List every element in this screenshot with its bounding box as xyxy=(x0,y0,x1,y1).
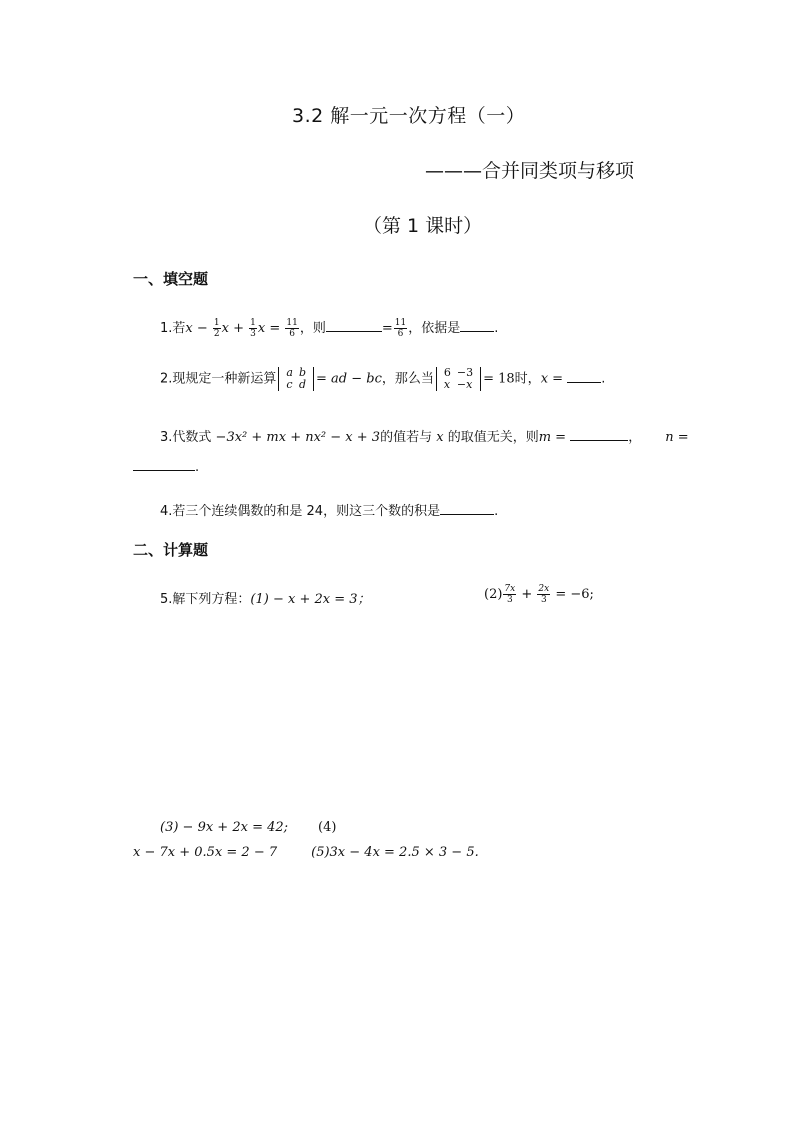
q5-part-4-label: (4) xyxy=(318,820,337,835)
q3-separator: ， xyxy=(628,430,642,445)
q1-basis: ，依据是 xyxy=(408,321,461,336)
q1-answer-blank-1[interactable] xyxy=(326,319,382,332)
q2-period: . xyxy=(601,371,606,387)
q2-determinant-values: 6 −3 x −x xyxy=(436,367,481,391)
document-title: 3.2 解一元一次方程（一） xyxy=(292,105,526,127)
document-subtitle: ———合并同类项与移项 xyxy=(425,160,635,182)
q1-answer-blank-2[interactable] xyxy=(460,319,494,332)
question-3 xyxy=(160,426,689,445)
q2-prefix: 2.现规定一种新运算 xyxy=(160,371,277,387)
q5-part-3: (3) − 9x + 2x = 42; xyxy=(160,820,289,835)
q3-answer-blank-n[interactable] xyxy=(133,458,195,471)
q5-part-2-label: (2) xyxy=(484,587,503,602)
q1-period: . xyxy=(494,321,499,336)
q4-text: 4.若三个连续偶数的和是 24，则这三个数的积是 xyxy=(160,504,441,519)
q2-determinant-abcd: a b c d xyxy=(278,367,314,391)
q5-part-2-rhs: = −6; xyxy=(555,587,594,602)
q4-answer-blank[interactable] xyxy=(440,502,494,515)
q4-period: . xyxy=(494,504,499,519)
q2-then: ，那么当 xyxy=(381,371,434,387)
q3-n-equals: n = xyxy=(665,430,689,445)
q1-prefix: 1.若 xyxy=(160,321,186,336)
q1-equals: = xyxy=(381,321,393,336)
q2-x-equals: x = xyxy=(540,371,564,387)
q5-part-3-line xyxy=(160,820,336,835)
q5-part-5: (5)3x − 4x = 2.5 × 3 − 5. xyxy=(311,845,479,860)
q1-equation: x − $\frac{1}{2}$ x + $\frac{1}{3}$ x = $\frac{11}{6}$ xyxy=(185,318,298,339)
q1-fraction: $\frac{11}{6}$ xyxy=(394,318,407,339)
q3-variable-x: x xyxy=(436,430,444,445)
q5-part-4: x − 7x + 0.5x = 2 − 7 xyxy=(133,845,278,860)
q3-prefix: 3.代数式 xyxy=(160,430,212,445)
question-5 xyxy=(160,588,371,607)
section-heading-fill-in: 一、填空题 xyxy=(133,270,209,288)
lesson-label: （第 1 课时） xyxy=(363,215,483,237)
q5-prefix: 5.解下列方程： xyxy=(160,592,251,607)
q5-part-4-5-line xyxy=(133,845,479,860)
q5-part-2: (2) $\frac{7x}{3}$ + $\frac{2x}{3}$ = −6; xyxy=(484,584,594,605)
q3-value-if: 的值若与 xyxy=(380,430,433,445)
question-1 xyxy=(160,317,498,339)
q2-definition: = ad − bc xyxy=(316,371,382,387)
question-4 xyxy=(160,500,498,519)
q5-part-1: (1) − x + 2x = 3； xyxy=(250,592,371,607)
q1-then: ，则 xyxy=(299,321,326,336)
q2-equals-18: = 18时， xyxy=(483,371,541,387)
question-3-continued xyxy=(133,458,199,475)
question-2 xyxy=(160,367,605,391)
q3-independent: 的取值无关，则 xyxy=(447,430,539,445)
q3-answer-blank-m[interactable] xyxy=(570,428,628,441)
q3-expression: −3x² + mx + nx² − x + 3 xyxy=(215,430,381,445)
q3-period: . xyxy=(195,460,200,475)
q2-answer-blank[interactable] xyxy=(567,370,601,383)
section-heading-calculation: 二、计算题 xyxy=(133,541,209,559)
q3-m-equals: m = xyxy=(538,430,567,445)
